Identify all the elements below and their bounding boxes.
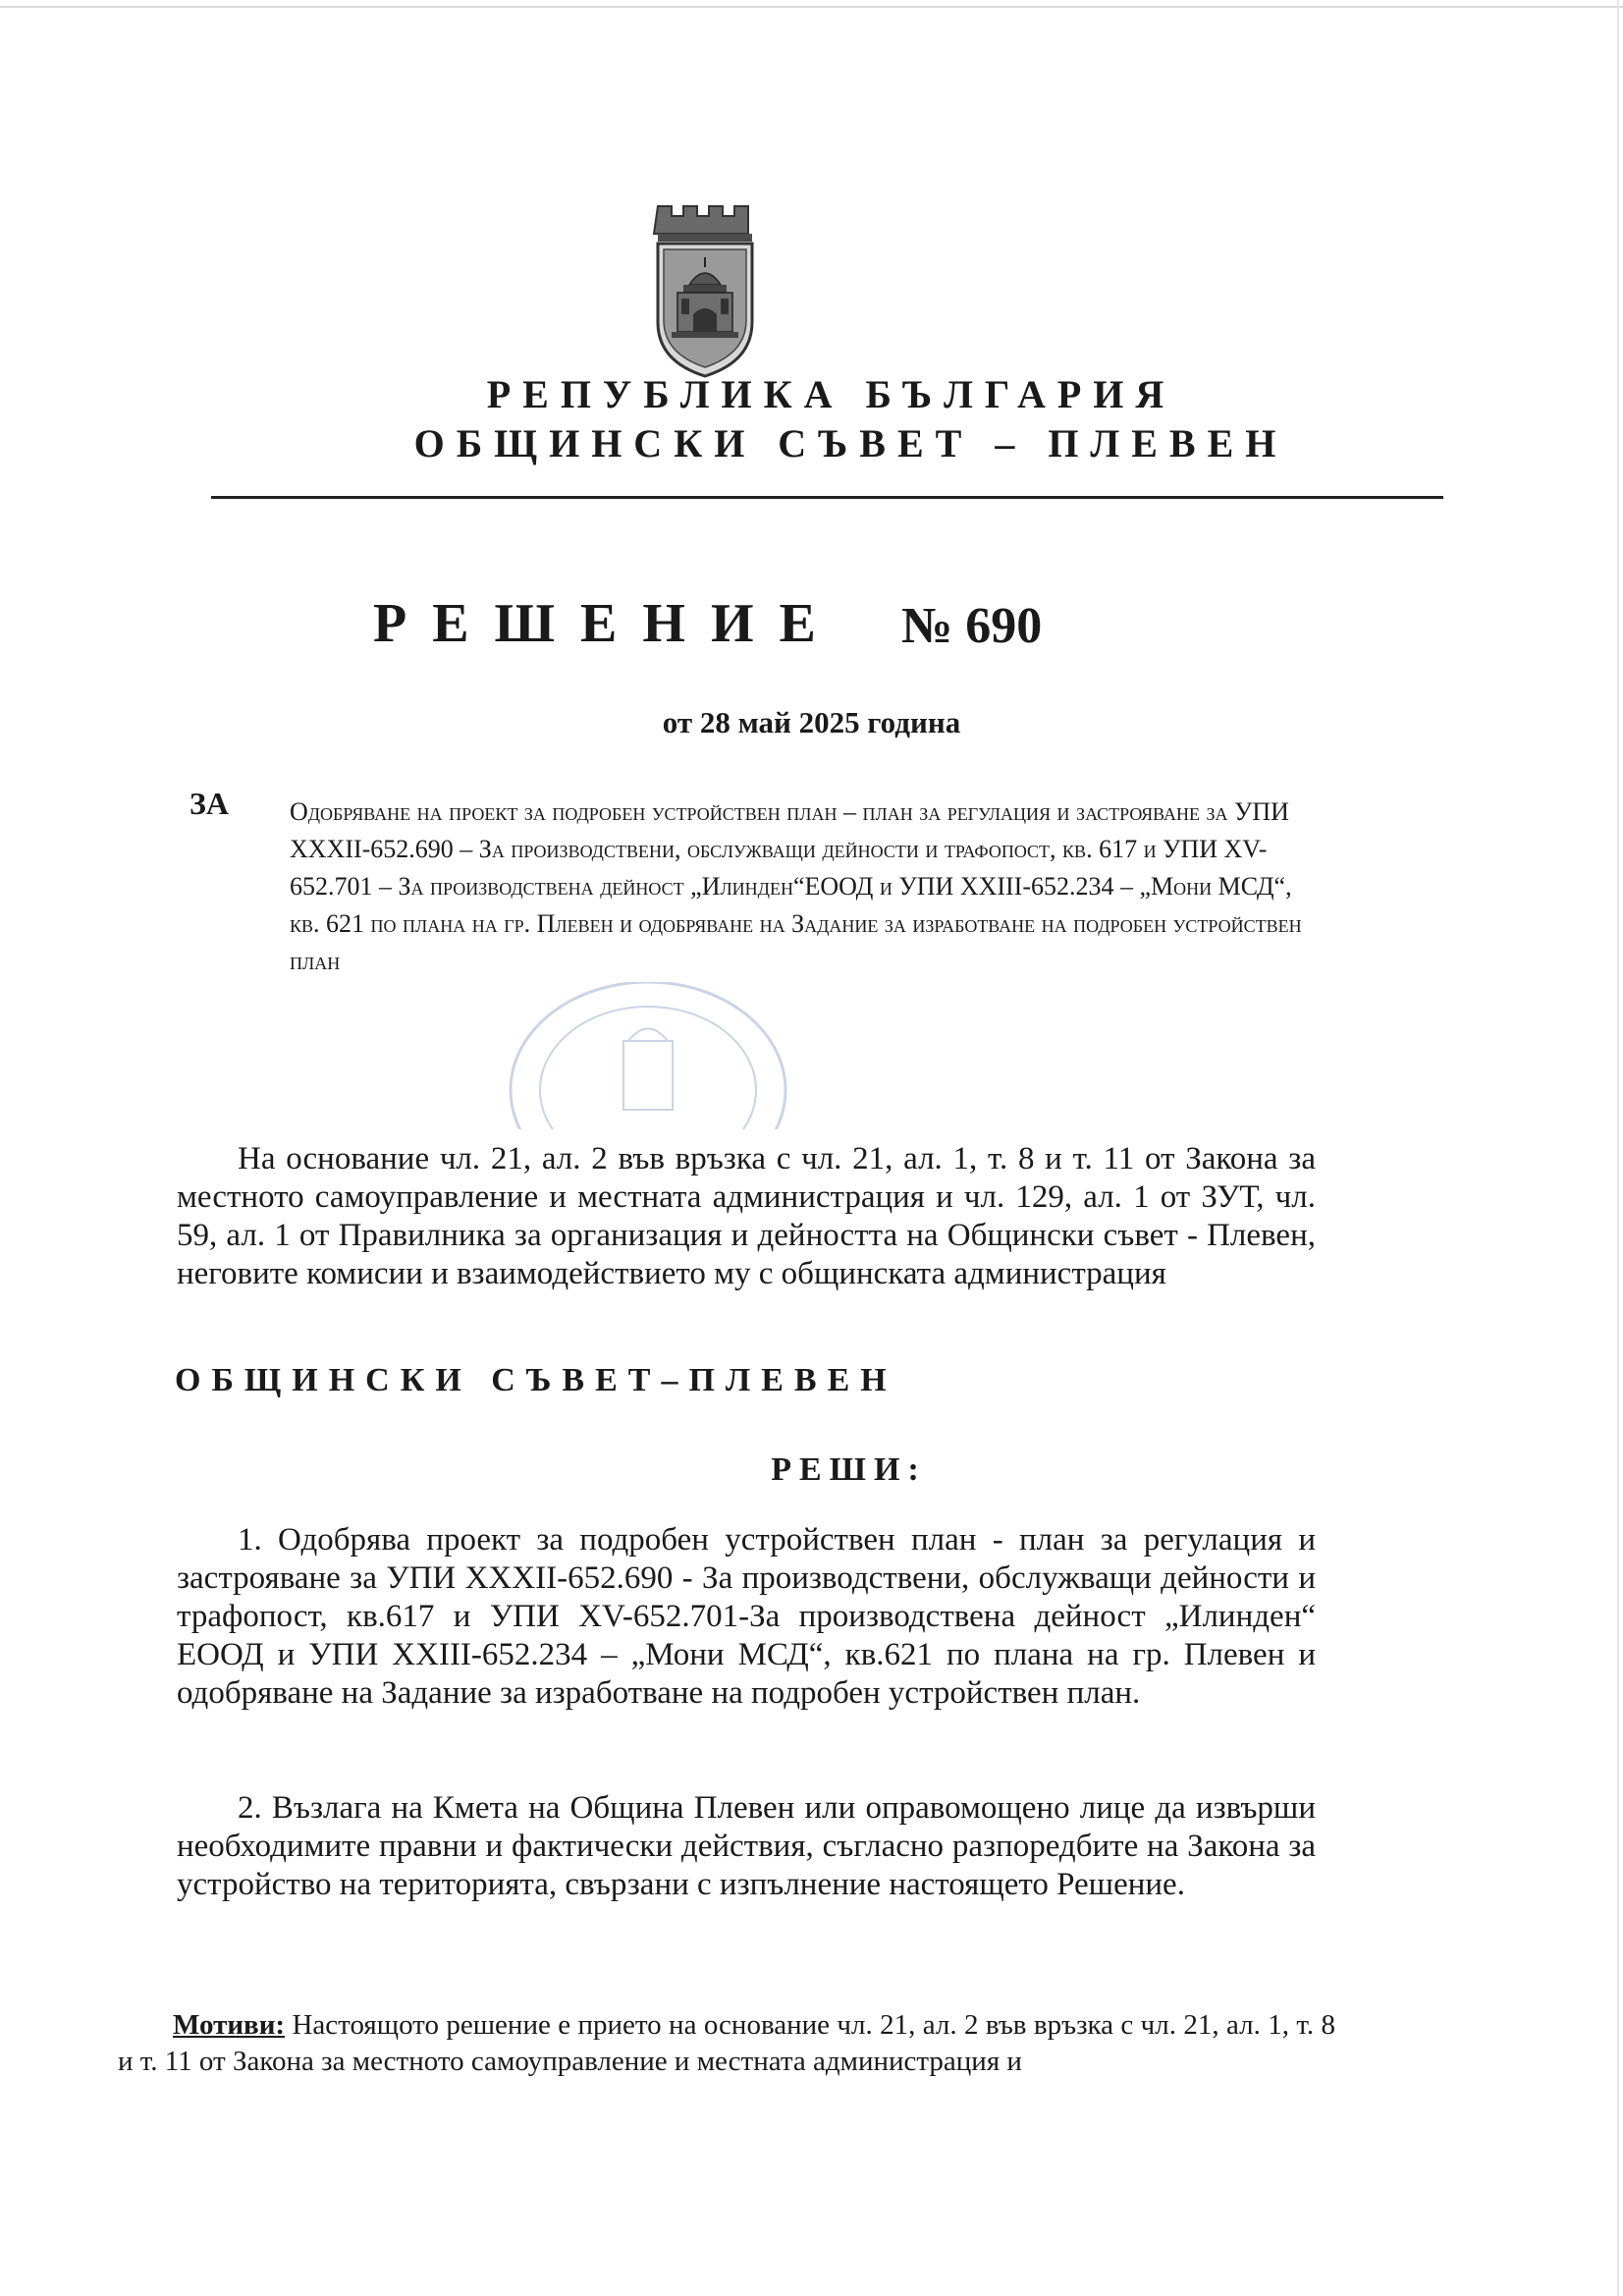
motives-label: Мотиви: [173, 2009, 286, 2041]
legal-basis-text: На основание чл. 21, ал. 2 във връзка с чл. 21, ал. 1, т. 8 и т. 11 от Закона за местното самоуправление и местната администрация и чл. 129, ал. 1 от ЗУТ, чл. 59, ал. 1 от Правилника за организация и дейността на Общински съвет - Плевен, неговите комисии и взаимодействието му с общинската администрация [177, 1141, 1316, 1291]
decision-date: от 28 май 2025 година [662, 705, 961, 739]
subject-label: ЗА [189, 786, 229, 821]
decision-item-2: 2. Възлага на Кмета на Община Плевен или оправомощено лице да извърши необходимите правни и фактически действия, съгласно разпоредбите на Закона за устройство на територията, свързани с изпълнение настоящето Решение. [177, 1790, 1316, 1902]
pleven-coat-of-arms-icon [650, 196, 758, 378]
council-heading: ОБЩИНСКИ СЪВЕТ–ПЛЕВЕН [175, 1362, 897, 1398]
subject-text: Одобряване на проект за подробен устройствен план – план за регулация и застрояване за УПИ XXXII-652.690 – За производствени, обслужващи дейности и трафопост, кв. 617 и УПИ XV-652.701 – За производствена дейност „Илинден“ЕООД и УПИ XXIII-652.234 – „Мони МСД“, кв. 621 по плана на гр. Плевен и одобряване на Задание за изработване на подробен устройствен план [290, 797, 1302, 975]
motives-paragraph [118, 2007, 1335, 2080]
decision-number: № 690 [901, 598, 1043, 654]
scan-edge-top [0, 6, 1623, 8]
council-heading-top: ОБЩИНСКИ СЪВЕТ – ПЛЕВЕН [413, 421, 1288, 465]
decides-heading: РЕШИ: [771, 1451, 927, 1488]
motives-text: Настоящото решение е прието на основание чл. 21, ал. 2 във връзка с чл. 21, ал. 1, т. 8 и т. 11 от Закона за местното самоуправление и местната администрация и [118, 2009, 1335, 2077]
decision-title: РЕШЕНИЕ [373, 593, 841, 654]
country-heading: РЕПУБЛИКА БЪЛГАРИЯ [486, 372, 1176, 416]
scan-edge-right [1617, 0, 1619, 2296]
legal-basis-paragraph [177, 1102, 1316, 1293]
header-divider [211, 496, 1443, 499]
decision-item-1: 1. Одобрява проект за подробен устройствен план - план за регулация и застрояване за УПИ XXXII-652.690 - За производствени, обслужващи дейности и трафопост, кв.617 и УПИ XV-652.701-За производствена дейност „Илинден“ ЕООД и УПИ XXIII-652.234 – „Мони МСД“, кв.621 по плана на гр. Плевен и одобряване на Задание за изработване на подробен устройствен план. [177, 1522, 1316, 1711]
